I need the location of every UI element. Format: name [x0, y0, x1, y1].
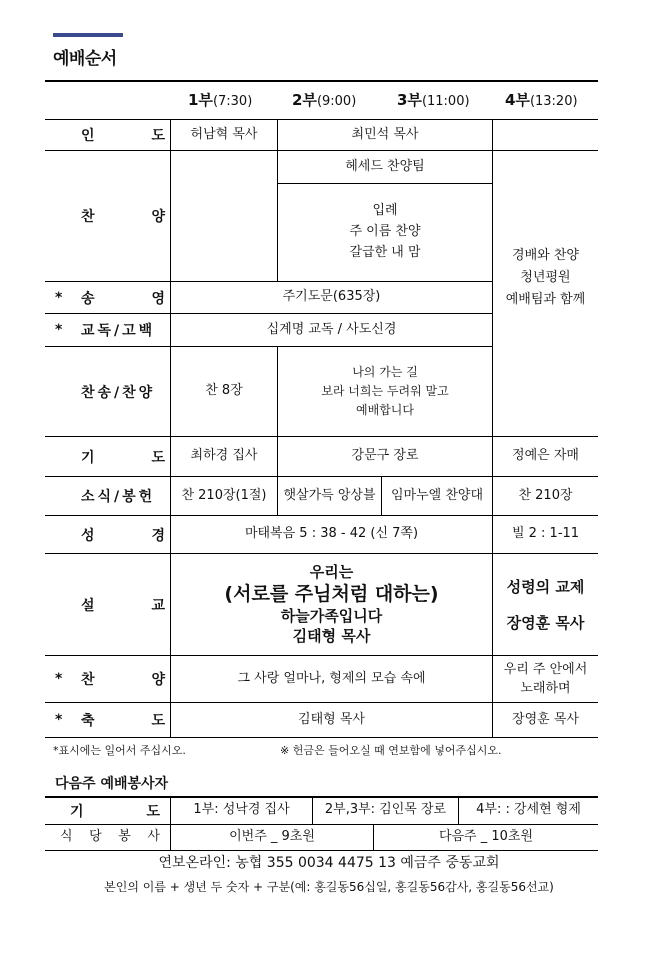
praise-songs: 입례 주 이름 찬양 갈급한 내 맘 [349, 203, 421, 260]
label-benediction: * 축 도 [55, 712, 165, 729]
label-hymn: 찬송/찬양 [81, 384, 156, 401]
page-title: 예배순서 [53, 49, 117, 69]
label-invocation: 인 도 [81, 128, 165, 144]
label-news: 소식/봉헌 [81, 489, 156, 505]
sermon-preacher: 김태형 목사 [292, 626, 371, 645]
hymn-service1: 찬 8장 [205, 383, 243, 399]
note-stand: *표시에는 일어서 주십시오. [53, 744, 186, 757]
kitchen-next-week: 다음주 _ 10초원 [438, 829, 534, 845]
sermon-service4 [493, 554, 598, 655]
next-prayer-service1: 1부: 성낙경 집사 [193, 802, 290, 818]
invocation-service1: 허남혁 목사 [190, 126, 258, 142]
label-praise: 찬 양 [81, 209, 165, 225]
label-doxology: * 송 영 [55, 289, 165, 307]
scripture-service123: 마태복음 5 : 38 - 42 (신 7쪽) [244, 526, 419, 542]
label-praise2: * 찬 양 [55, 671, 165, 688]
prayer-service4: 정예은 자매 [512, 448, 579, 464]
news-service3: 임마누엘 찬양대 [390, 487, 484, 503]
benediction-service4: 장영훈 목사 [512, 711, 579, 727]
praise-team: 헤세드 찬양팀 [345, 158, 425, 174]
hymn-service23: 나의 가는 길 보라 너희는 두려워 말고 예배합니다 [321, 364, 449, 418]
kitchen-label: 식 당 봉 사 [60, 829, 160, 845]
sermon4-preacher: 장영훈 목사 [506, 613, 585, 632]
praise2-service123: 그 사랑 얼마나, 형제의 모습 속에 [237, 670, 426, 686]
service4-worship-block: 경배와 찬양 청년평원 예배팀과 함께 [505, 247, 586, 308]
scripture-service4: 빌 2 : 1-11 [511, 526, 580, 542]
creed-text: 십계명 교독 / 사도신경 [266, 321, 397, 337]
online-offering-info: 연보온라인: 농협 355 0034 4475 13 예금주 중동교회 [158, 855, 500, 871]
news-service4: 찬 210장 [518, 487, 573, 503]
benediction-service123: 김태형 목사 [298, 711, 365, 727]
sermon4-title: 성령의 교제 [506, 577, 585, 596]
service-1-header: 1부(7:30) [188, 91, 253, 109]
service-4-header: 4부(13:20) [505, 91, 578, 109]
next-prayer-service4: 4부: : 강세현 형제 [476, 802, 581, 818]
sermon-title-line3: 하늘가족입니다 [280, 607, 383, 626]
next-week-heading: 다음주 예배봉사자 [55, 776, 169, 792]
news-service1: 찬 210장(1절) [181, 487, 267, 503]
heading-accent-bar [53, 33, 123, 37]
label-sermon: 설 교 [81, 597, 165, 614]
service-2-header: 2부(9:00) [292, 91, 357, 109]
label-creed: * 교독/고백 [55, 322, 156, 339]
praise2-service4: 우리 주 안에서 노래하며 [503, 661, 588, 696]
prayer-service23: 강문구 장로 [351, 448, 419, 464]
doxology-hymn: 주기도문(635장) [282, 289, 381, 305]
news-service2: 햇살가득 앙상블 [283, 487, 376, 503]
next-prayer-service23: 2부,3부: 김인목 장로 [324, 802, 447, 818]
sermon-title-line1: 우리는 [309, 562, 354, 581]
sermon-title-line2: (서로를 주님처럼 대하는) [224, 583, 439, 606]
note-offering: ※ 헌금은 들어오실 때 연보함에 넣어주십시오. [280, 744, 502, 757]
label-scripture: 성 경 [81, 527, 165, 544]
label-prayer: 기 도 [81, 449, 165, 466]
service-3-header: 3부(11:00) [397, 91, 470, 109]
kitchen-this-week: 이번주 _ 9초원 [229, 829, 315, 845]
invocation-service23: 최민석 목사 [351, 126, 419, 142]
prayer-service1: 최하경 집사 [190, 448, 258, 464]
offering-naming-guide: 본인의 이름 + 생년 두 숫자 + 구분(예: 홍길동56십일, 홍길동56감사, 홍길동56선교) [104, 880, 554, 894]
next-prayer-label: 기 도 [70, 803, 160, 820]
sermon-service123 [171, 554, 492, 655]
